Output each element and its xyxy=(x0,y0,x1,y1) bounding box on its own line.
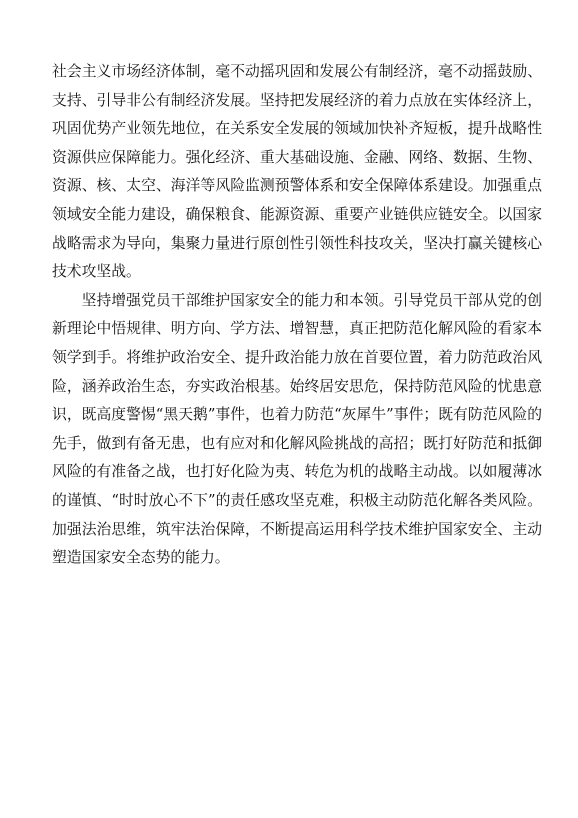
document-page xyxy=(52,58,542,573)
paragraph-market-economy: 社会主义市场经济体制，毫不动摇巩固和发展公有制经济，毫不动摇鼓励、支持、引导非公有制经济发展。坚持把发展经济的着力点放在实体经济上，巩固优势产业领先地位，在关系安全发展的领域加快补齐短板，提升战略性资源供应保障能力。强化经济、重大基础设施、金融、网络、数据、生物、资源、核、太空、海洋等风险监测预警体系和安全保障体系建设。加强重点领域安全能力建设，确保粮食、能源资源、重要产业链供应链安全。以国家战略需求为导向，集聚力量进行原创性引领性科技攻关，坚决打赢关键核心技术攻坚战。 xyxy=(52,63,542,281)
paragraph-party-cadres: 坚持增强党员干部维护国家安全的能力和本领。引导党员干部从党的创新理论中悟规律、明方向、学方法、增智慧，真正把防范化解风险的看家本领学到手。将维护政治安全、提升政治能力放在首要位置，着力防范政治风险，涵养政治生态，夯实政治根基。始终居安思危，保持防范风险的忧患意识，既高度警惕“黑天鹅”事件，也着力防范“灰犀牛”事件；既有防范风险的先手，做到有备无患，也有应对和化解风险挑战的高招；既打好防范和抵御风险的有准备之战，也打好化险为夷、转危为机的战略主动战。以如履薄冰的谨慎、“时时放心不下”的责任感攻坚克难，积极主动防范化解各类风险。加强法治思维，筑牢法治保障，不断提高运用科学技术维护国家安全、主动塑造国家安全态势的能力。 xyxy=(52,291,542,567)
